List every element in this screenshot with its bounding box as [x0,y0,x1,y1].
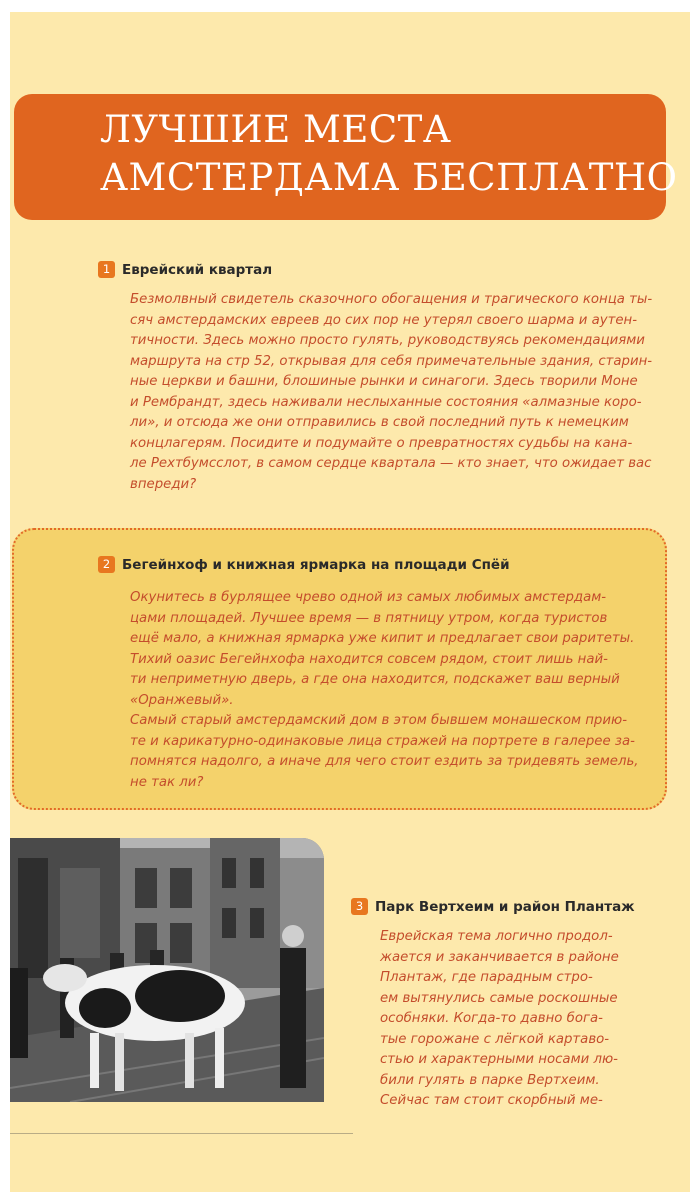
body-line: жается и заканчивается в районе [380,949,619,965]
section-2-number-badge: 2 [98,556,115,573]
bottom-divider [10,1133,353,1134]
body-line: били гулять в парке Вертхеим. [380,1072,600,1088]
section-1-number-badge: 1 [98,261,115,278]
section-2-title: Бегейнхоф и книжная ярмарка на площади Спёй [122,556,510,573]
body-line: цами площадей. Лучшее время — в пятницу утром, когда туристов [130,610,608,626]
body-line: маршрута на стр 52, открывая для себя примечательные здания, старин- [130,353,653,369]
section-1-title: Еврейский квартал [122,261,273,278]
body-line: Сейчас там стоит скорбный ме- [380,1093,603,1108]
section-1-body [130,290,652,495]
body-line: сяч амстердамских евреев до сих пор не утерял своего шарма и аутен- [130,312,638,328]
body-line: помнятся надолго, а иначе для чего стоит ездить за тридевять земель, [130,754,639,769]
title-banner [14,94,678,220]
body-line: «Оранжевый». [130,692,234,708]
historical-street-photo [10,838,324,1102]
body-line: Еврейская тема логично продол- [380,929,613,944]
title-line-1: ЛУЧШИЕ МЕСТА [100,108,452,151]
body-line: ные церкви и башни, блошиные рынки и синагоги. Здесь творили Моне [130,374,638,389]
body-line: концлагерям. Посидите и подумайте о превратностях судьбы на кана- [130,435,633,451]
body-line: Окунитесь в бурлящее чрево одной из самых любимых амстердам- [130,590,607,605]
body-line: ти неприметную дверь, а где она находится, подскажет ваш верный [130,672,620,687]
section-3-number-badge: 3 [351,898,368,915]
section-3-body [380,927,619,1112]
body-line: ем вытянулись самые роскошные [380,990,618,1006]
title-line-2: АМСТЕРДАМА БЕСПЛАТНО [100,156,678,199]
body-line: стью и характерными носами лю- [380,1052,618,1067]
section-1-heading [98,261,272,278]
body-line: Безмолвный свидетель сказочного обогащения и трагического конца ты- [130,292,653,307]
body-line: и Рембрандт, здесь наживали неслыханные состояния «алмазные коро- [130,394,642,410]
section-3-title: Парк Вертхеим и район Плантаж [375,898,635,915]
body-line: ле Рехтбумсслот, в самом сердце квартала — кто знает, что ожидает вас [130,456,652,471]
photo-illustration [10,838,324,1102]
body-line: впереди? [130,476,197,492]
section-3-heading [351,898,635,915]
body-line: Тихий оазис Бегейнхофа находится совсем рядом, стоит лишь най- [130,651,608,667]
body-line: тые горожане с лёгкой картаво- [380,1031,610,1047]
body-line: ли», и отсюда же они отправились в свой последний путь к немецким [130,415,629,430]
body-line: ещё мало, а книжная ярмарка уже кипит и предлагает свои раритеты. [130,631,635,646]
body-line: особняки. Когда-то давно бога- [380,1011,603,1026]
body-line: тичности. Здесь можно просто гулять, руководствуясь рекомендациями [130,333,645,348]
body-line: те и карикатурно-одинаковые лица стражей на портрете в галерее за- [130,733,635,749]
section-2-heading [98,556,510,573]
section-2-body [130,588,639,793]
body-line: не так ли? [130,774,204,790]
body-line: Плантаж, где парадным стро- [380,970,593,985]
body-line: Самый старый амстердамский дом в этом бывшем монашеском прию- [130,713,628,728]
